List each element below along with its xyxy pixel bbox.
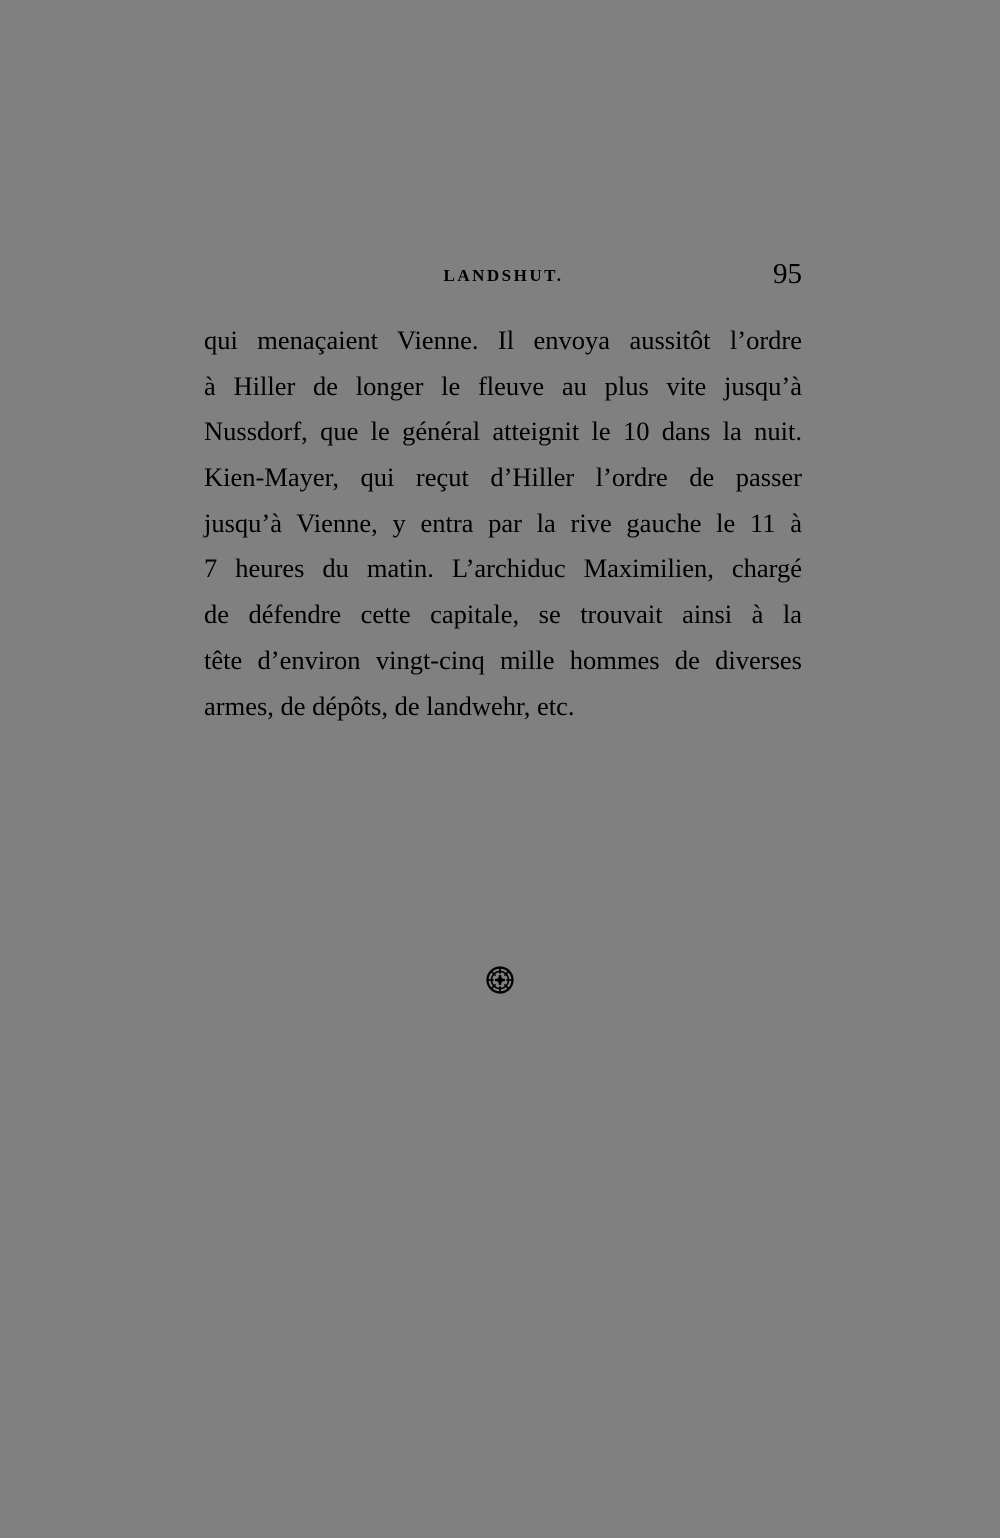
text-line: jusqu’à Vienne, y entra par la rive gauche le 11 à bbox=[204, 507, 802, 538]
body-paragraph bbox=[204, 318, 802, 729]
text-line: Kien-Mayer, qui reçut d’Hiller l’ordre de passer bbox=[204, 462, 802, 493]
running-title: LANDSHUT. bbox=[443, 266, 564, 285]
text-line: 7 heures du matin. L’archiduc Maximilien, chargé bbox=[204, 553, 802, 584]
text-line: armes, de dépôts, de landwehr, etc. bbox=[204, 690, 575, 721]
text-line: à Hiller de longer le fleuve au plus vite jusqu’à bbox=[204, 370, 802, 401]
text-line: de défendre cette capitale, se trouvait ainsi à la bbox=[204, 599, 802, 630]
rosette-ornament-icon bbox=[486, 966, 514, 994]
running-head bbox=[205, 258, 802, 298]
text-line: Nussdorf, que le général atteignit le 10 dans la nuit. bbox=[204, 416, 802, 447]
text-line: tête d’environ vingt-cinq mille hommes de diverses bbox=[204, 644, 802, 675]
page-number: 95 bbox=[773, 258, 802, 290]
text-line: qui menaçaient Vienne. Il envoya aussitôt l’ordre bbox=[204, 325, 802, 355]
